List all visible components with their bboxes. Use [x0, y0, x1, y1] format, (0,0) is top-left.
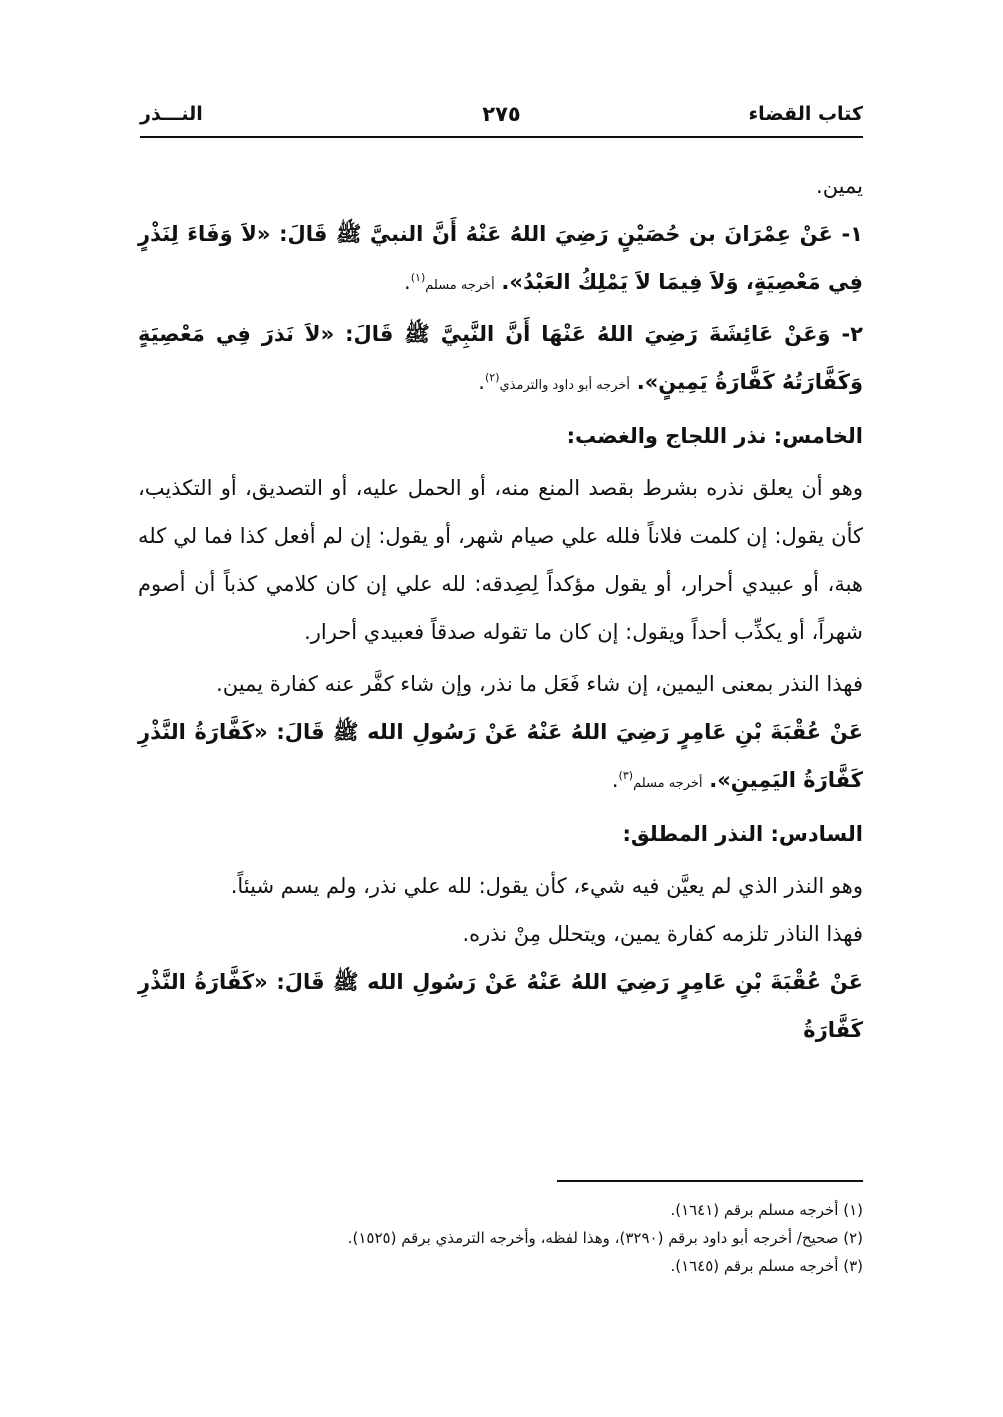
hadith-3: عَنْ عُقْبَةَ بْنِ عَامِرٍ رَضِيَ اللهُ عَنْهُ عَنْ رَسُولِ الله ﷺ قَالَ: «كَفَّارَةُ النَّذْرِ كَفَّارَةُ اليَمِينِ». أخرجه مسلم$^{(٣)}$.	[138, 720, 863, 792]
chapter-title: كتاب القضاء	[748, 103, 863, 125]
main-text	[138, 162, 863, 1054]
section-title: النـــذر	[140, 103, 203, 125]
footnote-ref-2[interactable]: (٢)	[484, 371, 500, 384]
hadith-2-text: ٢- وَعَنْ عَائِشَةَ رَضِيَ اللهُ عَنْهَا أَنَّ النَّبِيَّ ﷺ قَالَ: «لاَ نَذرَ فِي مَعْصِيَةٍ وَكَفَّارَتُهُ كَفَّارَةُ يَمِينٍ».	[138, 322, 863, 394]
heading-fifth: الخامس: نذر اللجاج والغضب:	[566, 424, 863, 448]
paragraph-fifth: وهو أن يعلق نذره بشرط بقصد المنع منه، أو الحمل عليه، أو التصديق، أو التكذيب، كأن يقول: إن كلمت فلاناً فلله علي صيام شهر، أو يقول: إن لم أفعل كذا فما لي كله هبة، أو عبيدي أحرار، أو يقول مؤكداً لِصِدقه: لله علي إن كان كلامي كذباً أن أصوم شهراً، أو يكذِّب أحداً ويقول: إن كان ما تقوله صدقاً فعبيدي أحرار.	[138, 476, 863, 644]
footnote-ref-3[interactable]: (٣)	[618, 769, 634, 782]
paragraph-fifth-ruling: فهذا النذر بمعنى اليمين، إن شاء فَعَل ما نذر، وإن شاء كفَّر عنه كفارة يمين.	[216, 672, 863, 696]
running-header	[140, 94, 863, 134]
hadith-4-text: عَنْ عُقْبَةَ بْنِ عَامِرٍ رَضِيَ اللهُ عَنْهُ عَنْ رَسُولِ الله ﷺ قَالَ: «كَفَّارَةُ النَّذْرِ كَفَّارَةُ	[138, 970, 863, 1042]
footnote-ref-1[interactable]: (١)	[410, 271, 426, 284]
page-number: ٢٧٥	[482, 102, 521, 126]
heading-sixth: السادس: النذر المطلق:	[622, 822, 863, 846]
hadith-4	[138, 958, 863, 1054]
footnote-2: (٢) صحيح/ أخرجه أبو داود برقم (٣٢٩٠)، وهذا لفظه، وأخرجه الترمذي برقم (١٥٢٥).	[347, 1229, 863, 1247]
header-rule	[140, 136, 863, 138]
hadith-2-source: أخرجه أبو داود والترمذي	[499, 378, 631, 393]
hadith-3-source: أخرجه مسلم	[633, 776, 703, 791]
hadith-1-text: ١- عَنْ عِمْرَانَ بن حُصَيْنٍ رَضِيَ اللهُ عَنْهُ أَنَّ النبيَّ ﷺ قَالَ: «لاَ وَفَاءَ لِنَذْرٍ فِي مَعْصِيَةٍ، وَلاَ فِيمَا لاَ يَمْلِكُ العَبْدُ».	[138, 222, 863, 294]
hadith-3-text: عَنْ عُقْبَةَ بْنِ عَامِرٍ رَضِيَ اللهُ عَنْهُ عَنْ رَسُولِ الله ﷺ قَالَ: «كَفَّارَةُ النَّذْرِ كَفَّارَةُ اليَمِينِ».	[138, 720, 863, 792]
hadith-1-source: أخرجه مسلم	[425, 278, 495, 293]
paragraph-sixth-ruling: فهذا الناذر تلزمه كفارة يمين، ويتحلل مِنْ نذره.	[462, 922, 863, 946]
hadith-1: ١- عَنْ عِمْرَانَ بن حُصَيْنٍ رَضِيَ اللهُ عَنْهُ أَنَّ النبيَّ ﷺ قَالَ: «لاَ وَفَاءَ لِنَذْرٍ فِي مَعْصِيَةٍ، وَلاَ فِيمَا لاَ يَمْلِكُ العَبْدُ». أخرجه مسلم$^{(١)}$.	[138, 222, 863, 294]
paragraph-sixth: وهو النذر الذي لم يعيَّن فيه شيء، كأن يقول: لله علي نذر، ولم يسم شيئاً.	[230, 874, 863, 898]
footnote-1: (١) أخرجه مسلم برقم (١٦٤١).	[670, 1201, 863, 1219]
hadith-2: ٢- وَعَنْ عَائِشَةَ رَضِيَ اللهُ عَنْهَا أَنَّ النَّبِيَّ ﷺ قَالَ: «لاَ نَذرَ فِي مَعْصِيَةٍ وَكَفَّارَتُهُ كَفَّارَةُ يَمِينٍ». أخرجه أبو داود والترمذي$^{(٢)}$.	[138, 322, 863, 394]
footnotes	[140, 1196, 863, 1280]
footnote-rule	[557, 1180, 863, 1182]
footnote-3: (٣) أخرجه مسلم برقم (١٦٤٥).	[670, 1257, 863, 1275]
continuation-line: يمين.	[816, 174, 863, 198]
